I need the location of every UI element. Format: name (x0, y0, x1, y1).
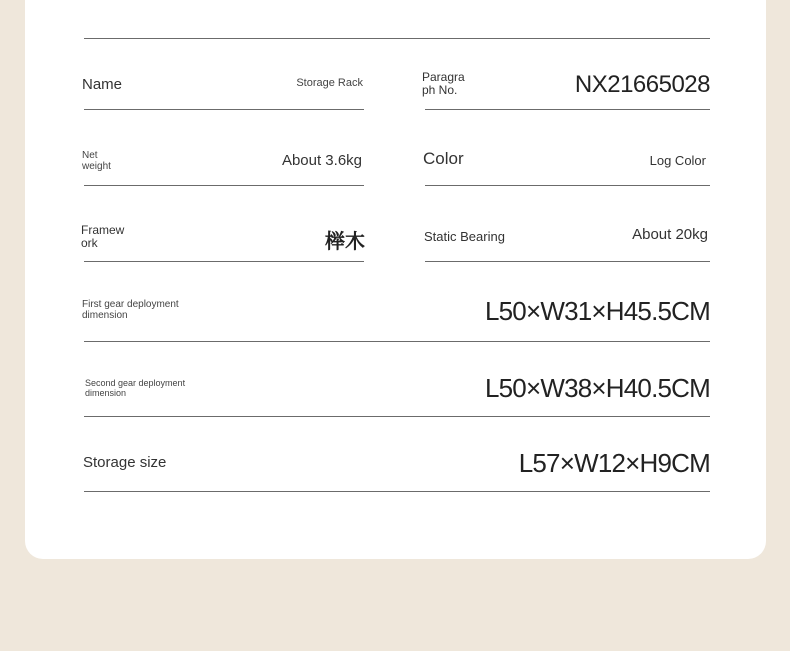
framework-value: 榉木 (325, 229, 365, 253)
first-gear-label-line2: dimension (82, 310, 128, 321)
paragraph-no-value: NX21665028 (574, 71, 710, 98)
first-gear-value: L50×W31×H45.5CM (484, 296, 710, 326)
divider (84, 109, 364, 110)
first-gear-label-line1: First gear deployment (82, 299, 179, 310)
static-bearing-label: Static Bearing (424, 229, 505, 244)
net-weight-value: About 3.6kg (281, 152, 362, 169)
name-label: Name (82, 76, 123, 93)
divider (84, 185, 364, 186)
framework-label (81, 224, 124, 250)
divider (84, 491, 710, 492)
second-gear-label-line2: dimension (85, 388, 127, 398)
divider (425, 261, 710, 262)
divider (84, 261, 364, 262)
divider (425, 185, 710, 186)
color-label: Color (423, 149, 464, 168)
framework-label-line1: Framew (81, 223, 125, 237)
divider (84, 38, 710, 39)
storage-size-label: Storage size (83, 454, 167, 471)
paragraph-no-label-line2: ph No. (422, 83, 458, 97)
first-gear-label (82, 299, 179, 321)
second-gear-label-line1: Second gear deployment (85, 378, 186, 388)
framework-label-line2: ork (81, 236, 98, 250)
color-value: Log Color (649, 153, 706, 168)
second-gear-label (85, 378, 185, 398)
net-weight-label-line2: weight (82, 161, 111, 172)
net-weight-label-line1: Net (82, 150, 98, 161)
divider (425, 109, 710, 110)
second-gear-value: L50×W38×H40.5CM (484, 373, 710, 403)
paragraph-no-label (422, 71, 468, 97)
storage-size-value: L57×W12×H9CM (518, 448, 710, 478)
divider (84, 416, 710, 417)
paragraph-no-label-line1: Paragra (422, 70, 465, 84)
name-value: Storage Rack (296, 77, 363, 89)
divider (84, 341, 710, 342)
static-bearing-value: About 20kg (632, 226, 708, 243)
net-weight-label (82, 150, 111, 172)
